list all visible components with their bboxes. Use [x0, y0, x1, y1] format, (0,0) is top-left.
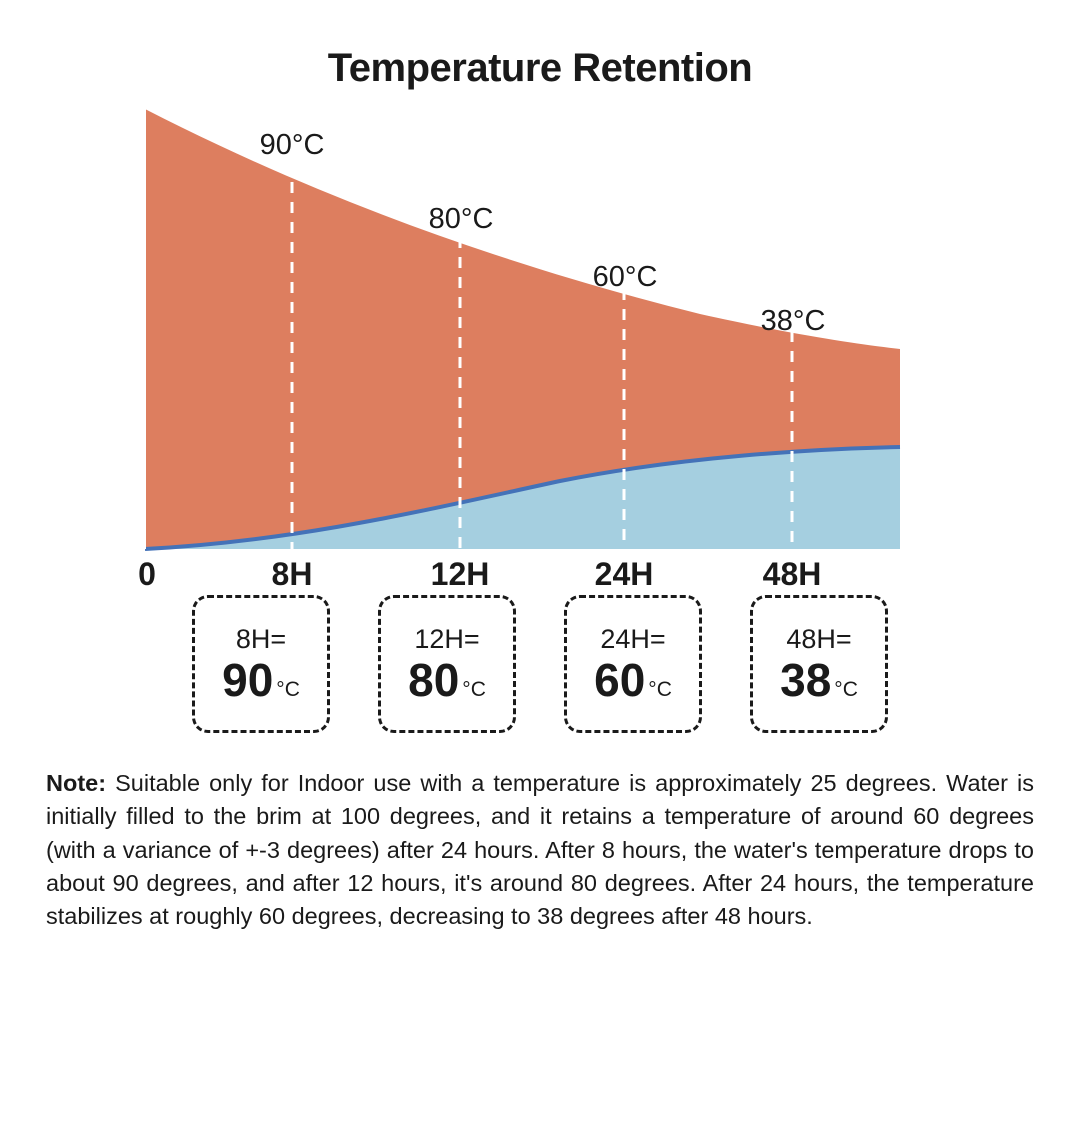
card-unit: °C	[276, 677, 300, 701]
x-tick-24h: 24H	[594, 556, 654, 592]
temp-annotation-12h: 80°C	[428, 203, 494, 235]
card-hour-label: 48H=	[786, 624, 852, 655]
x-tick-8h: 8H	[271, 556, 313, 592]
temp-annotation-48h: 38°C	[760, 305, 826, 337]
x-tick-0: 0	[138, 556, 156, 592]
card-value-row	[594, 653, 672, 706]
card-hour-label: 12H=	[414, 624, 480, 655]
temperature-retention-chart	[0, 109, 1080, 592]
summary-card	[750, 595, 888, 733]
card-value-row	[408, 653, 486, 706]
card-unit: °C	[834, 677, 858, 701]
card-hour-label: 24H=	[600, 624, 666, 655]
page-title: Temperature Retention	[327, 46, 753, 90]
card-value-row	[222, 653, 300, 706]
summary-card	[378, 595, 516, 733]
card-unit: °C	[648, 677, 672, 701]
card-value: 80	[408, 653, 460, 706]
temp-annotation-8h: 90°C	[259, 129, 325, 161]
temp-annotation-24h: 60°C	[592, 261, 658, 293]
summary-card	[192, 595, 330, 733]
card-value-row	[780, 653, 858, 706]
summary-card-list	[0, 595, 1080, 733]
card-hour-label: 8H=	[235, 624, 287, 655]
note-text: Suitable only for Indoor use with a temperature is approximately 25 degrees. Water is initially filled to the brim at 100 degrees, and it retains a temperature of around 60 degrees (with a variance of +-3 degrees) after 24 hours. After 8 hours, the water's temperature drops to about 90 degrees, and after 12 hours, it's around 80 degrees. After 24 hours, the temperature stabilizes at roughly 60 degrees, decreasing to 38 degrees after 48 hours.	[46, 770, 1034, 930]
note-label: Note:	[46, 770, 107, 796]
summary-card	[564, 595, 702, 733]
x-tick-12h: 12H	[430, 556, 490, 592]
card-value: 38	[780, 653, 832, 706]
card-unit: °C	[462, 677, 486, 701]
note-paragraph	[46, 767, 1034, 934]
x-tick-48h: 48H	[762, 556, 822, 592]
chart-svg	[0, 109, 1080, 589]
card-value: 90	[222, 653, 274, 706]
card-value: 60	[594, 653, 646, 706]
